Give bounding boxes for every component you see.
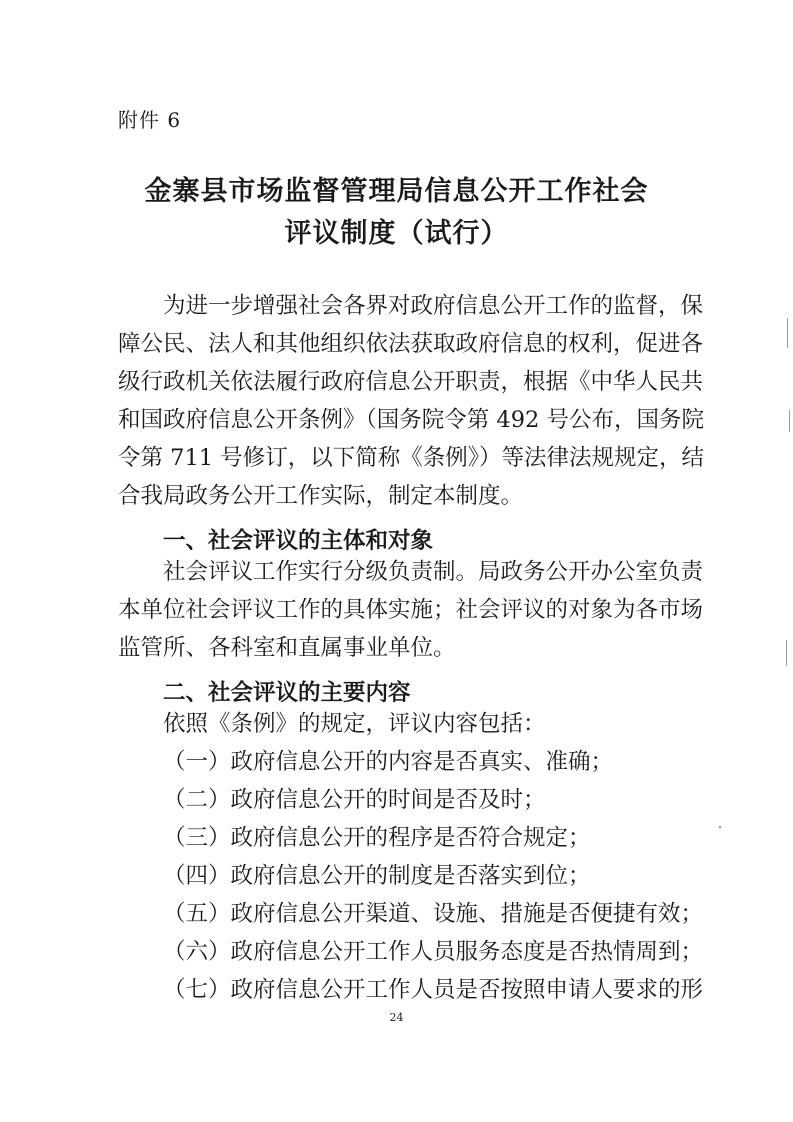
section-2-item: （七）政府信息公开工作人员是否按照申请人要求的形: [163, 977, 704, 1003]
section-2-intro: 依照《条例》的规定，评议内容包括：: [163, 711, 546, 737]
scan-mark: [787, 318, 788, 348]
scan-mark: [786, 640, 787, 666]
section-1-line: 监管所、各科室和直属事业单位。: [118, 635, 456, 661]
section-1-line: 本单位社会评议工作的具体实施；社会评议的对象为各市场: [118, 597, 704, 623]
section-2-item: （六）政府信息公开工作人员服务态度是否热情周到；: [163, 939, 704, 965]
intro-line: 障公民、法人和其他组织依法获取政府信息的权利，促进各: [118, 331, 704, 357]
section-2-item: （一）政府信息公开的内容是否真实、准确；: [163, 749, 614, 775]
section-2-heading: 二、社会评议的主要内容: [163, 680, 411, 706]
intro-line: 令第 711 号修订，以下简称《条例》）等法律法规规定，结: [118, 445, 705, 471]
attachment-label: 附件 6: [118, 108, 182, 132]
section-1-line: 社会评议工作实行分级负责制。局政务公开办公室负责: [163, 559, 704, 585]
document-title-line-2: 评议制度（试行）: [284, 218, 509, 249]
section-2-item: （四）政府信息公开的制度是否落实到位；: [163, 863, 591, 889]
intro-line: 为进一步增强社会各界对政府信息公开工作的监督，保: [163, 293, 704, 319]
intro-line: 合我局政务公开工作实际，制定本制度。: [118, 483, 524, 509]
intro-line: 和国政府信息公开条例》（国务院令第 492 号公布，国务院: [118, 407, 705, 433]
intro-line: 级行政机关依法履行政府信息公开职责，根据《中华人民共: [118, 369, 704, 395]
scan-mark: [719, 826, 721, 828]
page-number: 24: [389, 1011, 404, 1024]
section-2-item: （五）政府信息公开渠道、设施、措施是否便捷有效；: [163, 901, 704, 927]
section-2-item: （三）政府信息公开的程序是否符合规定；: [163, 825, 591, 851]
section-2-item: （二）政府信息公开的时间是否及时；: [163, 787, 546, 813]
document-title-line-1: 金寨县市场监督管理局信息公开工作社会: [144, 176, 649, 207]
scan-mark: [789, 410, 790, 432]
section-1-heading: 一、社会评议的主体和对象: [163, 528, 434, 554]
